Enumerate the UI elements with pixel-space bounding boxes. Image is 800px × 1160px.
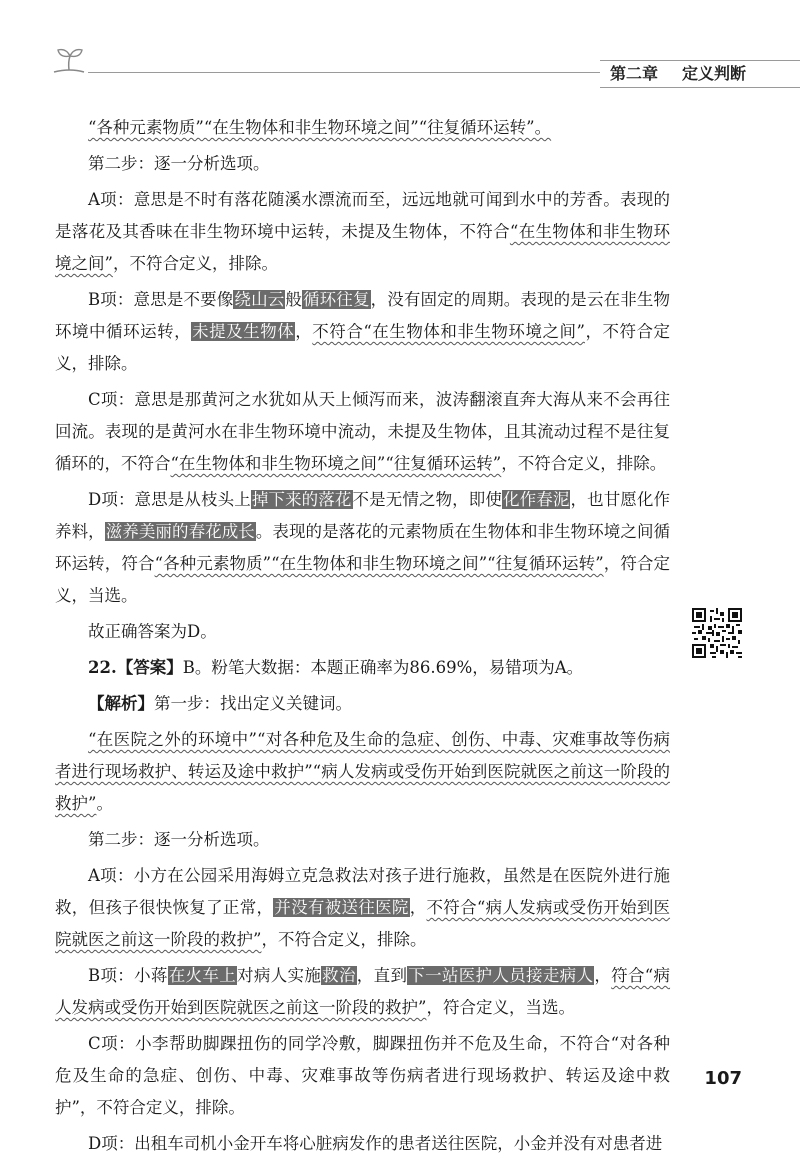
paragraph	[55, 112, 670, 144]
text-run: ，	[295, 322, 313, 341]
paragraph	[55, 688, 670, 720]
highlighted-phrase: 绕山云	[234, 290, 285, 309]
text-run: 般	[285, 290, 303, 309]
paragraph	[55, 484, 670, 612]
bold-label: 22.【答案】	[88, 658, 183, 677]
text-run: A项：小方在公园采用海姆立克急救法对孩子进行施救，虽然是在医院外进行施救，但孩子很快恢复了正常，	[55, 866, 670, 917]
text-run: B项：意思是不要像	[88, 290, 234, 309]
paragraph	[55, 384, 670, 480]
paragraph	[55, 1028, 670, 1124]
text-run: ，符合定义，当选。	[55, 554, 671, 605]
paragraph	[55, 824, 670, 856]
text-run: 第一步：找出定义关键词。	[154, 694, 352, 713]
text-run: 对病人实施	[237, 966, 322, 985]
paragraph	[55, 284, 670, 380]
body-text	[55, 112, 670, 1160]
paragraph	[55, 1128, 670, 1160]
highlighted-phrase: 滋养美丽的春花成长	[105, 522, 255, 541]
header-rule	[88, 72, 600, 73]
highlighted-phrase: 掉下来的落花	[251, 490, 352, 509]
text-run: ，不符合定义，排除。	[501, 454, 667, 473]
paragraph	[55, 616, 670, 648]
leaf-icon	[50, 44, 90, 76]
chapter-number: 第二章	[610, 64, 659, 83]
text-run: ，	[594, 966, 612, 985]
text-run: ，符合定义，当选。	[426, 998, 575, 1017]
qr-code-icon	[692, 608, 742, 658]
text-run: ，直到	[356, 966, 408, 985]
underlined-phrase: “在生物体和非生物环境之间”“往复循环运转”	[170, 454, 502, 473]
underlined-phrase: “各种元素物质”“在生物体和非生物环境之间”“往复循环运转”。	[88, 118, 552, 137]
text-run: B。粉笔大数据：本题正确率为86.69%，易错项为A。	[182, 658, 584, 677]
text-run: 。表现的是落花的元素物质在生物体和非生物环境之间循环运转，符合	[55, 522, 671, 573]
text-run: C项：意思是那黄河之水犹如从天上倾泻而来，波涛翻滚直奔大海从来不会再往回流。表现的是黄河水在非生物环境中流动，未提及生物体，且其流动过程不是往复循环的，不符合	[55, 390, 670, 473]
underlined-phrase: “各种元素物质”“在生物体和非生物环境之间”“往复循环运转”	[154, 554, 604, 573]
text-run: 第二步：逐一分析选项。	[88, 830, 270, 849]
highlighted-phrase: 下一站医护人员接走病人	[408, 966, 594, 985]
highlighted-phrase: 救治	[322, 966, 356, 985]
paragraph	[55, 960, 670, 1024]
highlighted-phrase: 在火车上	[168, 966, 237, 985]
paragraph	[55, 148, 670, 180]
text-run: 第二步：逐一分析选项。	[88, 154, 270, 173]
text-run: A项：意思是不时有落花随溪水漂流而至，远远地就可闻到水中的芳香。表现的是落花及其香味在非生物环境中运转，未提及生物体，不符合	[55, 190, 670, 241]
text-run: ，	[409, 898, 427, 917]
page-header	[0, 0, 800, 90]
text-run: ，没有固定的周期。表现的是云在非生物环境中循环运转，	[55, 290, 671, 341]
text-run: D项：出租车司机小金开车将心脏病发作的患者送往医院，小金并没有对患者进	[88, 1134, 663, 1153]
bold-label: 【解析】	[88, 694, 154, 713]
text-run: ，不符合定义，排除。	[55, 322, 671, 373]
text-run: C项：小李帮助脚踝扭伤的同学冷敷，脚踝扭伤并不危及生命，不符合“对各种危及生命的急症、创伤、中毒、灾难事故等伤病者进行现场救护、转运及途中救护”，不符合定义，排除。	[55, 1034, 670, 1117]
text-run: 故正确答案为D。	[88, 622, 217, 641]
underlined-phrase: 符合“病人发病或受伤开始到医院就医之前这一阶段的救护”	[55, 966, 671, 1017]
text-run: ，不符合定义，排除。	[261, 930, 427, 949]
text-run: ，不符合定义，排除。	[112, 254, 278, 273]
text-run: B项：小蒋	[88, 966, 168, 985]
chapter-title: 定义判断	[682, 64, 747, 83]
highlighted-phrase: 并没有被送往医院	[274, 898, 409, 917]
highlighted-phrase: 循环往复	[303, 290, 370, 309]
underlined-phrase: “在生物体和非生物环境之间”	[55, 222, 670, 273]
text-run: ，也甘愿化作养料，	[55, 490, 671, 541]
highlighted-phrase: 未提及生物体	[192, 322, 295, 341]
text-run: 不是无情之物，即使	[352, 490, 503, 509]
text-run: D项：意思是从枝头上	[88, 490, 251, 509]
highlighted-phrase: 化作春泥	[503, 490, 570, 509]
underlined-phrase: “在医院之外的环境中”“对各种危及生命的急症、创伤、中毒、灾难事故等伤病者进行现场救护、转运及途中救护”“病人发病或受伤开始到医院就医之前这一阶段的救护”	[55, 730, 670, 813]
underlined-phrase: 不符合“在生物体和非生物环境之间”	[312, 322, 585, 341]
paragraph	[55, 724, 670, 820]
chapter-tab	[600, 60, 800, 88]
paragraph	[55, 860, 670, 956]
paragraph	[55, 652, 670, 684]
underlined-phrase: 不符合“病人发病或受伤开始到医院就医之前这一阶段的救护”	[55, 898, 671, 949]
paragraph	[55, 184, 670, 280]
page-number: 107	[704, 1068, 742, 1089]
text-run: 。	[96, 794, 113, 813]
